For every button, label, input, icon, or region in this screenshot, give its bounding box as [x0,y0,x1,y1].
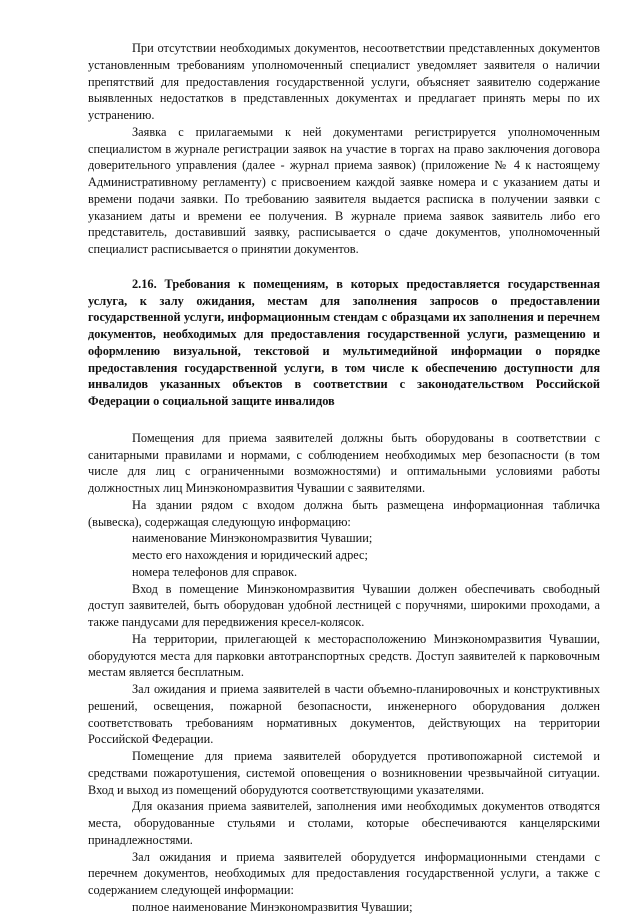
list-item: место его нахождения и юридический адрес; [132,548,368,562]
document-page [88,40,600,916]
paragraph-information-sign: На здании рядом с входом должна быть размещена информационная табличка (вывеска), содержащая следующую информацию: [88,497,600,529]
paragraph-information-stands: Зал ожидания и приема заявителей оборудуется информационными стендами с перечнем документов, необходимых для предоставления государственной услуги, а также с содержанием следующей информации: [88,849,600,897]
list-item: номера телефонов для справок. [132,564,298,579]
list-item: полное наименование Минэкономразвития Чувашии; [132,899,413,914]
section-heading-2-16: 2.16. Требования к помещениям, в которых предоставляется государственная услуга, к залу ожидания, местам для заполнения запросов о предоставлении государственной услуги, информационным стендам с образцами их заполнения и перечнем документов, необходимых для предоставления государственной услуги, размещению и оформлению визуальной, текстовой и мультимедийной информации о порядке предоставления государственной услуги, в том числе к обеспечению доступности для инвалидов указанных объектов в соответствии с законодательством Российской Федерации о социальной защите инвалидов [88,276,600,408]
paragraph-workplaces: Для оказания приема заявителей, заполнения ими необходимых документов отводятся места, оборудованные стульями и столами, которые обеспечиваются канцелярскими принадлежностями. [88,799,600,847]
paragraph-parking: На территории, прилегающей к месторасположению Минэкономразвития Чувашии, оборудуются места для парковки автотранспортных средств. Доступ заявителей к парковочным местам является бесплатным. [88,631,600,680]
paragraph-fire-safety: Помещение для приема заявителей оборудуется противопожарной системой и средствами пожаротушения, системой оповещения о возникновении чрезвычайной ситуации. Вход и выход из помещений оборудуются соответствующими указателями. [88,749,600,797]
paragraph-premises-requirements: Помещения для приема заявителей должны быть оборудованы в соответствии с санитарными правилами и нормами, с соблюдением необходимых мер безопасности (в том числе для лиц с ограниченными возможностями) и оптимальными условиями работы должностных лиц Минэкономразвития Чувашии с заявителями. [88,430,600,495]
list-item: наименование Минэкономразвития Чувашии; [132,531,373,546]
paragraph-application-registration: Заявка с прилагаемыми к ней документами регистрируется уполномоченным специалистом в журнале регистрации заявок на участие в торгах на право заключения договора доверительного управления (далее - журнал приема заявок) (приложение № 4 к настоящему Административному регламенту) с присвоением каждой заявке номера и с указанием даты и времени подачи заявки. По требованию заявителя выдается расписка в получении заявки с указанием даты и времени ее получения. В журнале приема заявок заявитель либо его представитель, доставивший заявку, расписывается о сдаче документов, уполномоченный специалист расписывается о принятии документов. [88,124,600,256]
paragraph-missing-documents: При отсутствии необходимых документов, несоответствии представленных документов установленным требованиям уполномоченный специалист уведомляет заявителя о наличии препятствий для предоставления государственной услуги, объясняет заявителю содержание выявленных недостатков в представленных документах и предлагает принять меры по их устранению. [88,41,600,122]
paragraph-waiting-hall: Зал ожидания и приема заявителей в части объемно-планировочных и конструктивных решений, освещения, пожарной безопасности, инженерного оборудования должен соответствовать требованиям нормативных документов, действующих на территории Российской Федерации. [88,682,600,747]
paragraph-entrance-access: Вход в помещение Минэкономразвития Чувашии должен обеспечивать свободный доступ заявителей, быть оборудован удобной лестницей с поручнями, широкими проходами, а также пандусами для передвижения кресел-колясок. [88,581,600,629]
